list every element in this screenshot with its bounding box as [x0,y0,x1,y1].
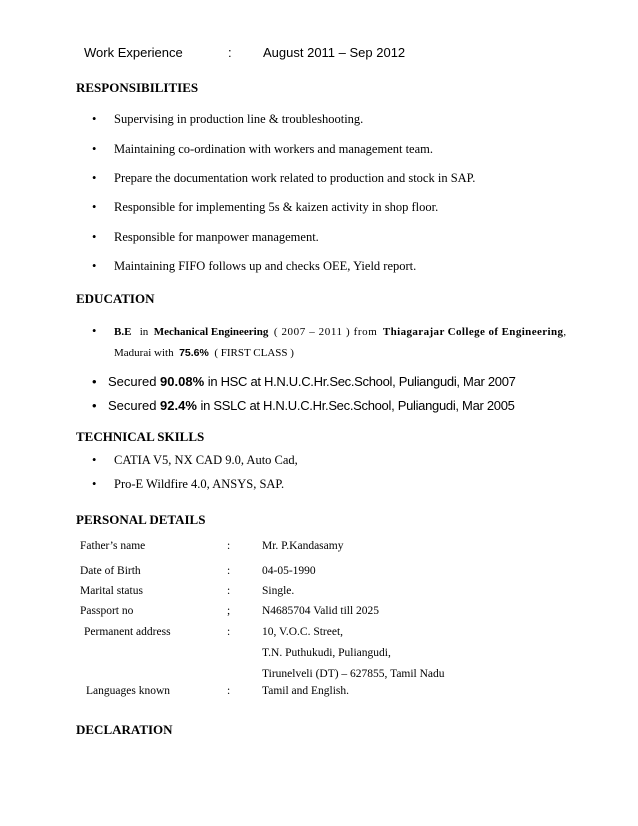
detail-colon: : [227,565,231,577]
degree-class: ( FIRST CLASS ) [214,347,294,359]
degree-college: Thiagarajar College of Engineering [382,326,564,338]
hsc-line [92,374,516,389]
personal-details-heading: PERSONAL DETAILS [76,512,206,527]
responsibility-text: Prepare the documentation work related to production and stock in SAP. [114,171,476,185]
degree-city: Madurai with [114,347,174,359]
bullet-icon: • [92,398,97,413]
skill-text: Pro-E Wildfire 4.0, ANSYS, SAP. [114,477,285,491]
bullet-icon: • [92,477,97,491]
responsibility-item [92,200,438,215]
bullet-icon: • [92,230,97,244]
detail-label: Father’s name [80,540,146,552]
bullet-icon: • [92,259,97,273]
bullet-icon: • [92,142,97,156]
responsibility-text: Maintaining co-ordination with workers and management team. [114,142,434,156]
detail-colon: : [227,685,231,697]
degree-branch: Mechanical Engineering [153,326,269,338]
detail-value: T.N. Puthukudi, Puliangudi, [262,647,391,659]
responsibility-item [92,230,319,245]
detail-value: Single. [262,585,295,597]
responsibility-item [92,171,475,186]
declaration-heading: DECLARATION [76,722,173,737]
work-experience-label: Work Experience [84,45,183,60]
responsibility-text: Responsible for manpower management. [114,230,319,244]
skill-item [92,453,298,468]
detail-value: Tirunelveli (DT) – 627855, Tamil Nadu [262,668,445,680]
bullet-icon: • [92,200,97,214]
education-degree-line [92,324,566,339]
detail-value: 04-05-1990 [262,565,316,577]
detail-label: Passport no [80,605,134,617]
responsibility-item [92,142,433,157]
responsibility-item [92,112,363,127]
responsibility-text: Maintaining FIFO follows up and checks OEE, Yield report. [114,259,417,273]
detail-colon: : [227,540,231,552]
sslc-score: 92.4% [160,398,197,413]
detail-label: Date of Birth [80,565,141,577]
work-experience-colon: : [228,45,232,60]
hsc-prefix: Secured [108,374,157,389]
detail-label: Marital status [80,585,143,597]
degree-name: B.E [114,326,132,338]
responsibility-text: Responsible for implementing 5s & kaizen activity in shop floor. [114,200,439,214]
technical-skills-heading: TECHNICAL SKILLS [76,429,205,444]
detail-colon: : [227,626,231,638]
hsc-suffix: in HSC at H.N.U.C.Hr.Sec.School, Puliangudi, Mar 2007 [207,374,516,389]
detail-value: 10, V.O.C. Street, [262,626,344,638]
degree-years: ( 2007 – 2011 ) from [273,326,378,338]
skill-item [92,477,284,492]
detail-colon: ; [227,605,231,617]
bullet-icon: • [92,112,97,126]
sslc-suffix: in SSLC at H.N.U.C.Hr.Sec.School, Puliangudi, Mar 2005 [200,398,515,413]
detail-value: Tamil and English. [262,685,350,697]
detail-label: Permanent address [84,626,171,638]
detail-value: Mr. P.Kandasamy [262,540,344,552]
education-heading: EDUCATION [76,291,155,306]
responsibility-item [92,259,416,274]
detail-value: N4685704 Valid till 2025 [262,605,380,617]
skill-text: CATIA V5, NX CAD 9.0, Auto Cad, [114,453,298,467]
bullet-icon: • [92,374,97,389]
degree-in: in [139,326,149,338]
hsc-score: 90.08% [160,374,205,389]
detail-label: Languages known [86,685,170,697]
responsibilities-heading: RESPONSIBILITIES [76,80,199,95]
degree-comma: , [563,326,567,338]
sslc-line [92,398,515,413]
degree-percent: 75.6% [179,347,209,359]
responsibility-text: Supervising in production line & troubleshooting. [114,112,364,126]
bullet-icon: • [92,453,97,467]
bullet-icon: • [92,171,97,185]
sslc-prefix: Secured [108,398,157,413]
detail-colon: : [227,585,231,597]
education-degree-line-2 [114,347,294,359]
bullet-icon: • [92,324,97,338]
work-experience-value: August 2011 – Sep 2012 [263,45,406,60]
